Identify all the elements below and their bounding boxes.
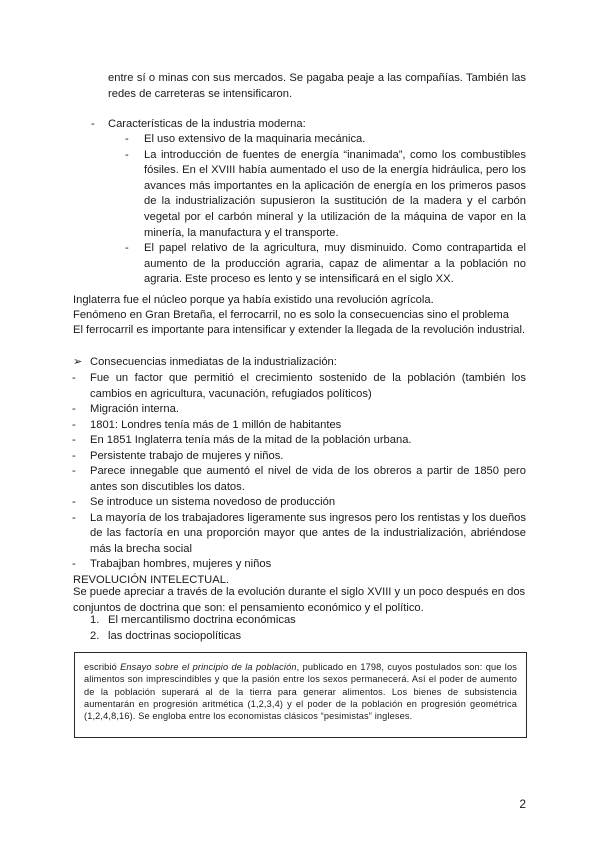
industry-item-text: El uso extensivo de la maquinaria mecánica. [144,133,366,145]
doctrine-item [90,613,296,629]
industry-heading-text: Características de la industria moderna: [108,118,306,130]
doctrine-text: El mercantilismo doctrina económicas [108,614,296,626]
consequence-text: 1801: Londres tenía más de 1 millón de habitantes [90,418,342,431]
dash-bullet: - [125,242,129,255]
consequence-text: La mayoría de los trabajadores ligeramente sus ingresos pero los rentistas y los dueños de las factoría en una proporción mayor que antes de la industrialización, abriéndose más la brecha social [90,511,526,555]
page-number: 2 [519,797,526,811]
consequence-item [72,557,526,573]
note-line: El ferrocarril es importante para intensificar y extender la llegada de la revolución industrial. [73,324,526,336]
dash-bullet: - [72,372,76,384]
consequences-heading-text: Consecuencias inmediatas de la industrialización: [90,356,337,368]
dash-bullet: - [125,148,129,161]
dash-bullet: - [72,418,76,431]
note-line: Fenómeno en Gran Bretaña, el ferrocarril, no es solo la consecuencias sino el problema [73,309,509,321]
consequences-heading [73,354,530,370]
industry-item [125,241,526,288]
industry-heading [91,117,526,133]
consequence-text: Fue un factor que permitió el crecimiento sostenido de la población (también los cambios en agricultura, vacunación, refugiados políticos) [90,372,526,400]
consequence-item [72,433,526,449]
quote-box [74,652,527,738]
dash-bullet: - [72,465,76,477]
consequence-item [72,449,526,465]
dash-bullet: - [72,449,76,462]
consequence-item [72,511,526,558]
note-line: Inglaterra fue el núcleo porque ya había existido una revolución agrícola. [73,294,434,306]
intro-paragraph: entre sí o minas con sus mercados. Se pagaba peaje a las compañías. También las redes de carreteras se intensificaron. [108,72,526,100]
dash-bullet: - [72,434,76,446]
doctrine-item [90,629,296,645]
dash-bullet: - [72,511,76,524]
consequence-item [72,402,526,418]
industry-items [125,132,526,288]
list-number: 1. [90,614,100,626]
consequence-text: Parece innegable que aumentó el nivel de vida de los obreros a partir de 1850 pero antes son discutibles los datos. [90,465,526,493]
section-heading: REVOLUCIÓN INTELECTUAL. [73,574,230,586]
consequence-text: Trabajban hombres, mujeres y niños [90,558,272,570]
box-text: , publicado en 1798, cuyos postulados son: que los alimentos son imprescindibles y que la pasión entre los sexos permanecerá. Así el poder de aumento de la población superará al de la tierra para generar alimentos. Los bienes de subsistencia aumentarán en progresión aritmética (1,2,3,4) y el poder de la población en progresión geométrica (1,2,4,8,16). Se engloba entre los economistas clásicos “pesimistas” ingleses. [84,662,517,722]
intellectual-paragraph: Se puede apreciar a través de la evolución durante el siglo XVIII y un poco después en dos conjuntos de doctrina que son: el pensamiento económico y el político. [73,586,526,614]
consequence-text: Migración interna. [90,403,179,415]
list-number: 2. [90,629,100,642]
consequence-text: En 1851 Inglaterra tenía más de la mitad de la población urbana. [90,434,412,446]
consequence-text: Persistente trabajo de mujeres y niños. [90,449,284,462]
consequence-item [72,418,526,434]
dash-bullet: - [91,118,95,130]
dash-bullet: - [72,558,76,570]
box-lead: escribió [84,662,121,672]
consequences-list [72,371,526,573]
book-title: Ensayo sobre el principio de la población [120,662,297,672]
dash-bullet: - [72,403,76,415]
industry-section [91,117,526,133]
industry-item-text: El papel relativo de la agricultura, muy disminuido. Como contrapartida el aumento de la producción agraria, capaz de alimentar a la población no agraria. Este proceso es lento y se intensificará en el siglo XX. [144,242,526,286]
industry-item-text: La introducción de fuentes de energía “inanimada”, como los combustibles fósiles. En el XVIII había aumentado el uso de la energía hidráulica, pero los avances más importantes en la aplicación de energía en los primeros pasos de la industrialización supusieron la sustitución de la madera y el carbón vegetal por el carbón mineral y la utilización de la máquina de vapor en la minería, la manufactura y el transporte. [144,148,526,239]
doctrines-list [90,613,296,644]
dash-bullet: - [125,133,129,145]
dash-bullet: - [72,496,76,508]
arrow-bullet-icon: ➢ [73,356,83,368]
consequence-text: Se introduce un sistema novedoso de producción [90,496,336,508]
doctrine-text: las doctrinas sociopolíticas [108,629,242,642]
industry-item [125,132,526,148]
industry-item [125,148,526,242]
consequence-item [72,371,526,402]
consequence-item [72,495,526,511]
consequence-item [72,464,526,495]
